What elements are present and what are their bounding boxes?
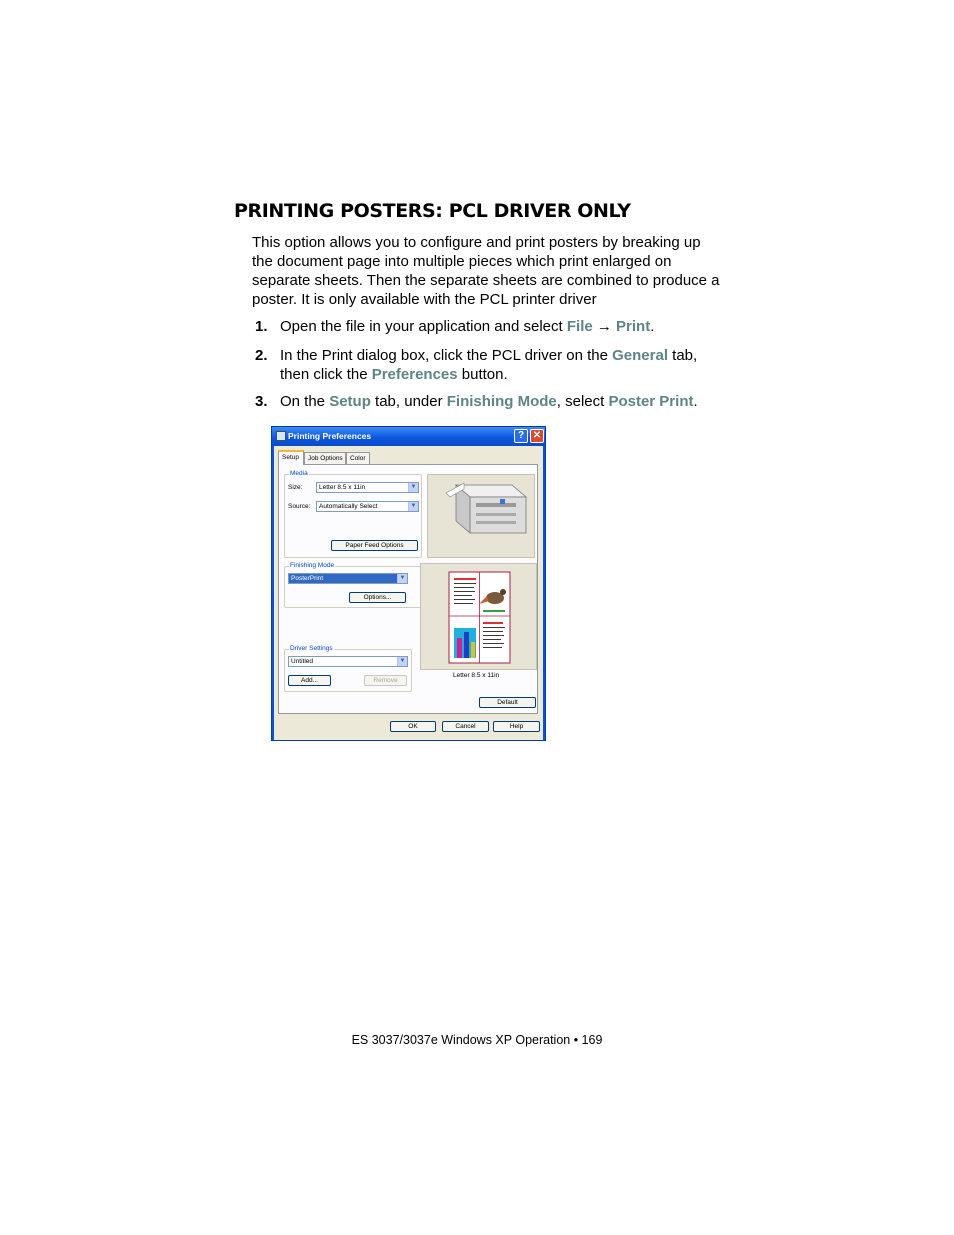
chevron-down-icon: ▼ [397, 574, 407, 583]
ok-button[interactable]: OK [390, 721, 436, 732]
cancel-button[interactable]: Cancel [442, 721, 489, 732]
poster-preview-icon [421, 564, 536, 669]
poster-preview [420, 563, 537, 670]
tab-job-options[interactable]: Job Options [304, 452, 346, 464]
printing-preferences-dialog [271, 426, 546, 741]
size-label: Size: [288, 484, 303, 491]
page-footer: ES 3037/3037e Windows XP Operation • 169 [351, 1033, 603, 1047]
group-label: Finishing Mode [290, 562, 335, 569]
printer-icon [428, 475, 534, 557]
default-button[interactable]: Default [479, 697, 536, 708]
help-icon[interactable]: ? [514, 429, 528, 443]
source-label: Source: [288, 503, 311, 510]
step-text: Open the file in your application and select File → Print. [280, 318, 655, 335]
menu-file: File [566, 318, 593, 335]
source-select[interactable]: Automatically Select ▼ [316, 501, 419, 512]
step-number: 3. [255, 393, 268, 410]
step-text: On the Setup tab, under Finishing Mode, select Poster Print. [280, 393, 698, 410]
intro-paragraph: This option allows you to configure and print posters by breaking up the document page into multiple pieces which print enlarged on separate sheets. Then the separate sheets are combined to produce a poster. It is only available with the PCL printer driver [252, 234, 720, 308]
group-label: Driver Settings [290, 645, 333, 652]
paper-size-caption: Letter 8.5 x 11in [453, 672, 500, 679]
finishing-mode-select[interactable]: PosterPrint ▼ [288, 573, 408, 584]
step-text: In the Print dialog box, click the PCL driver on the General tab, then click the Preferences button. [280, 347, 698, 383]
step-number: 2. [255, 347, 268, 364]
tab-setup[interactable]: Setup [278, 450, 304, 465]
tab-general-ref: General [612, 347, 668, 364]
chevron-down-icon: ▼ [408, 483, 418, 492]
finishing-mode-group [284, 562, 422, 608]
title-bar[interactable] [272, 427, 545, 446]
paper-feed-options-button[interactable]: Paper Feed Options [331, 540, 418, 551]
chevron-down-icon: ▼ [408, 502, 418, 511]
help-button[interactable]: Help [493, 721, 540, 732]
size-select[interactable]: Letter 8.5 x 11in ▼ [316, 482, 419, 493]
menu-print: Print [616, 318, 651, 335]
driver-settings-group [284, 645, 412, 692]
dialog-title: Printing Preferences [288, 431, 372, 441]
setup-panel [278, 464, 538, 714]
printer-icon [276, 431, 286, 441]
chevron-down-icon: ▼ [397, 657, 407, 666]
media-group [284, 470, 422, 558]
finishing-mode-ref: Finishing Mode [446, 393, 557, 410]
finishing-options-button[interactable]: Options... [349, 592, 406, 603]
add-settings-button[interactable]: Add... [288, 675, 331, 686]
tab-color[interactable]: Color [346, 452, 370, 464]
step-number: 1. [255, 318, 268, 335]
driver-settings-select[interactable]: Untitled ▼ [288, 656, 408, 667]
preferences-ref: Preferences [371, 366, 458, 383]
close-icon[interactable]: ✕ [530, 429, 544, 443]
poster-print-ref: Poster Print [608, 393, 694, 410]
remove-settings-button[interactable]: Remove [364, 675, 407, 686]
printer-preview [427, 474, 535, 558]
section-heading: PRINTING POSTERS: PCL DRIVER ONLY [234, 200, 631, 222]
dialog-client [274, 446, 543, 740]
setup-ref: Setup [329, 393, 371, 410]
group-label: Media [290, 470, 308, 477]
